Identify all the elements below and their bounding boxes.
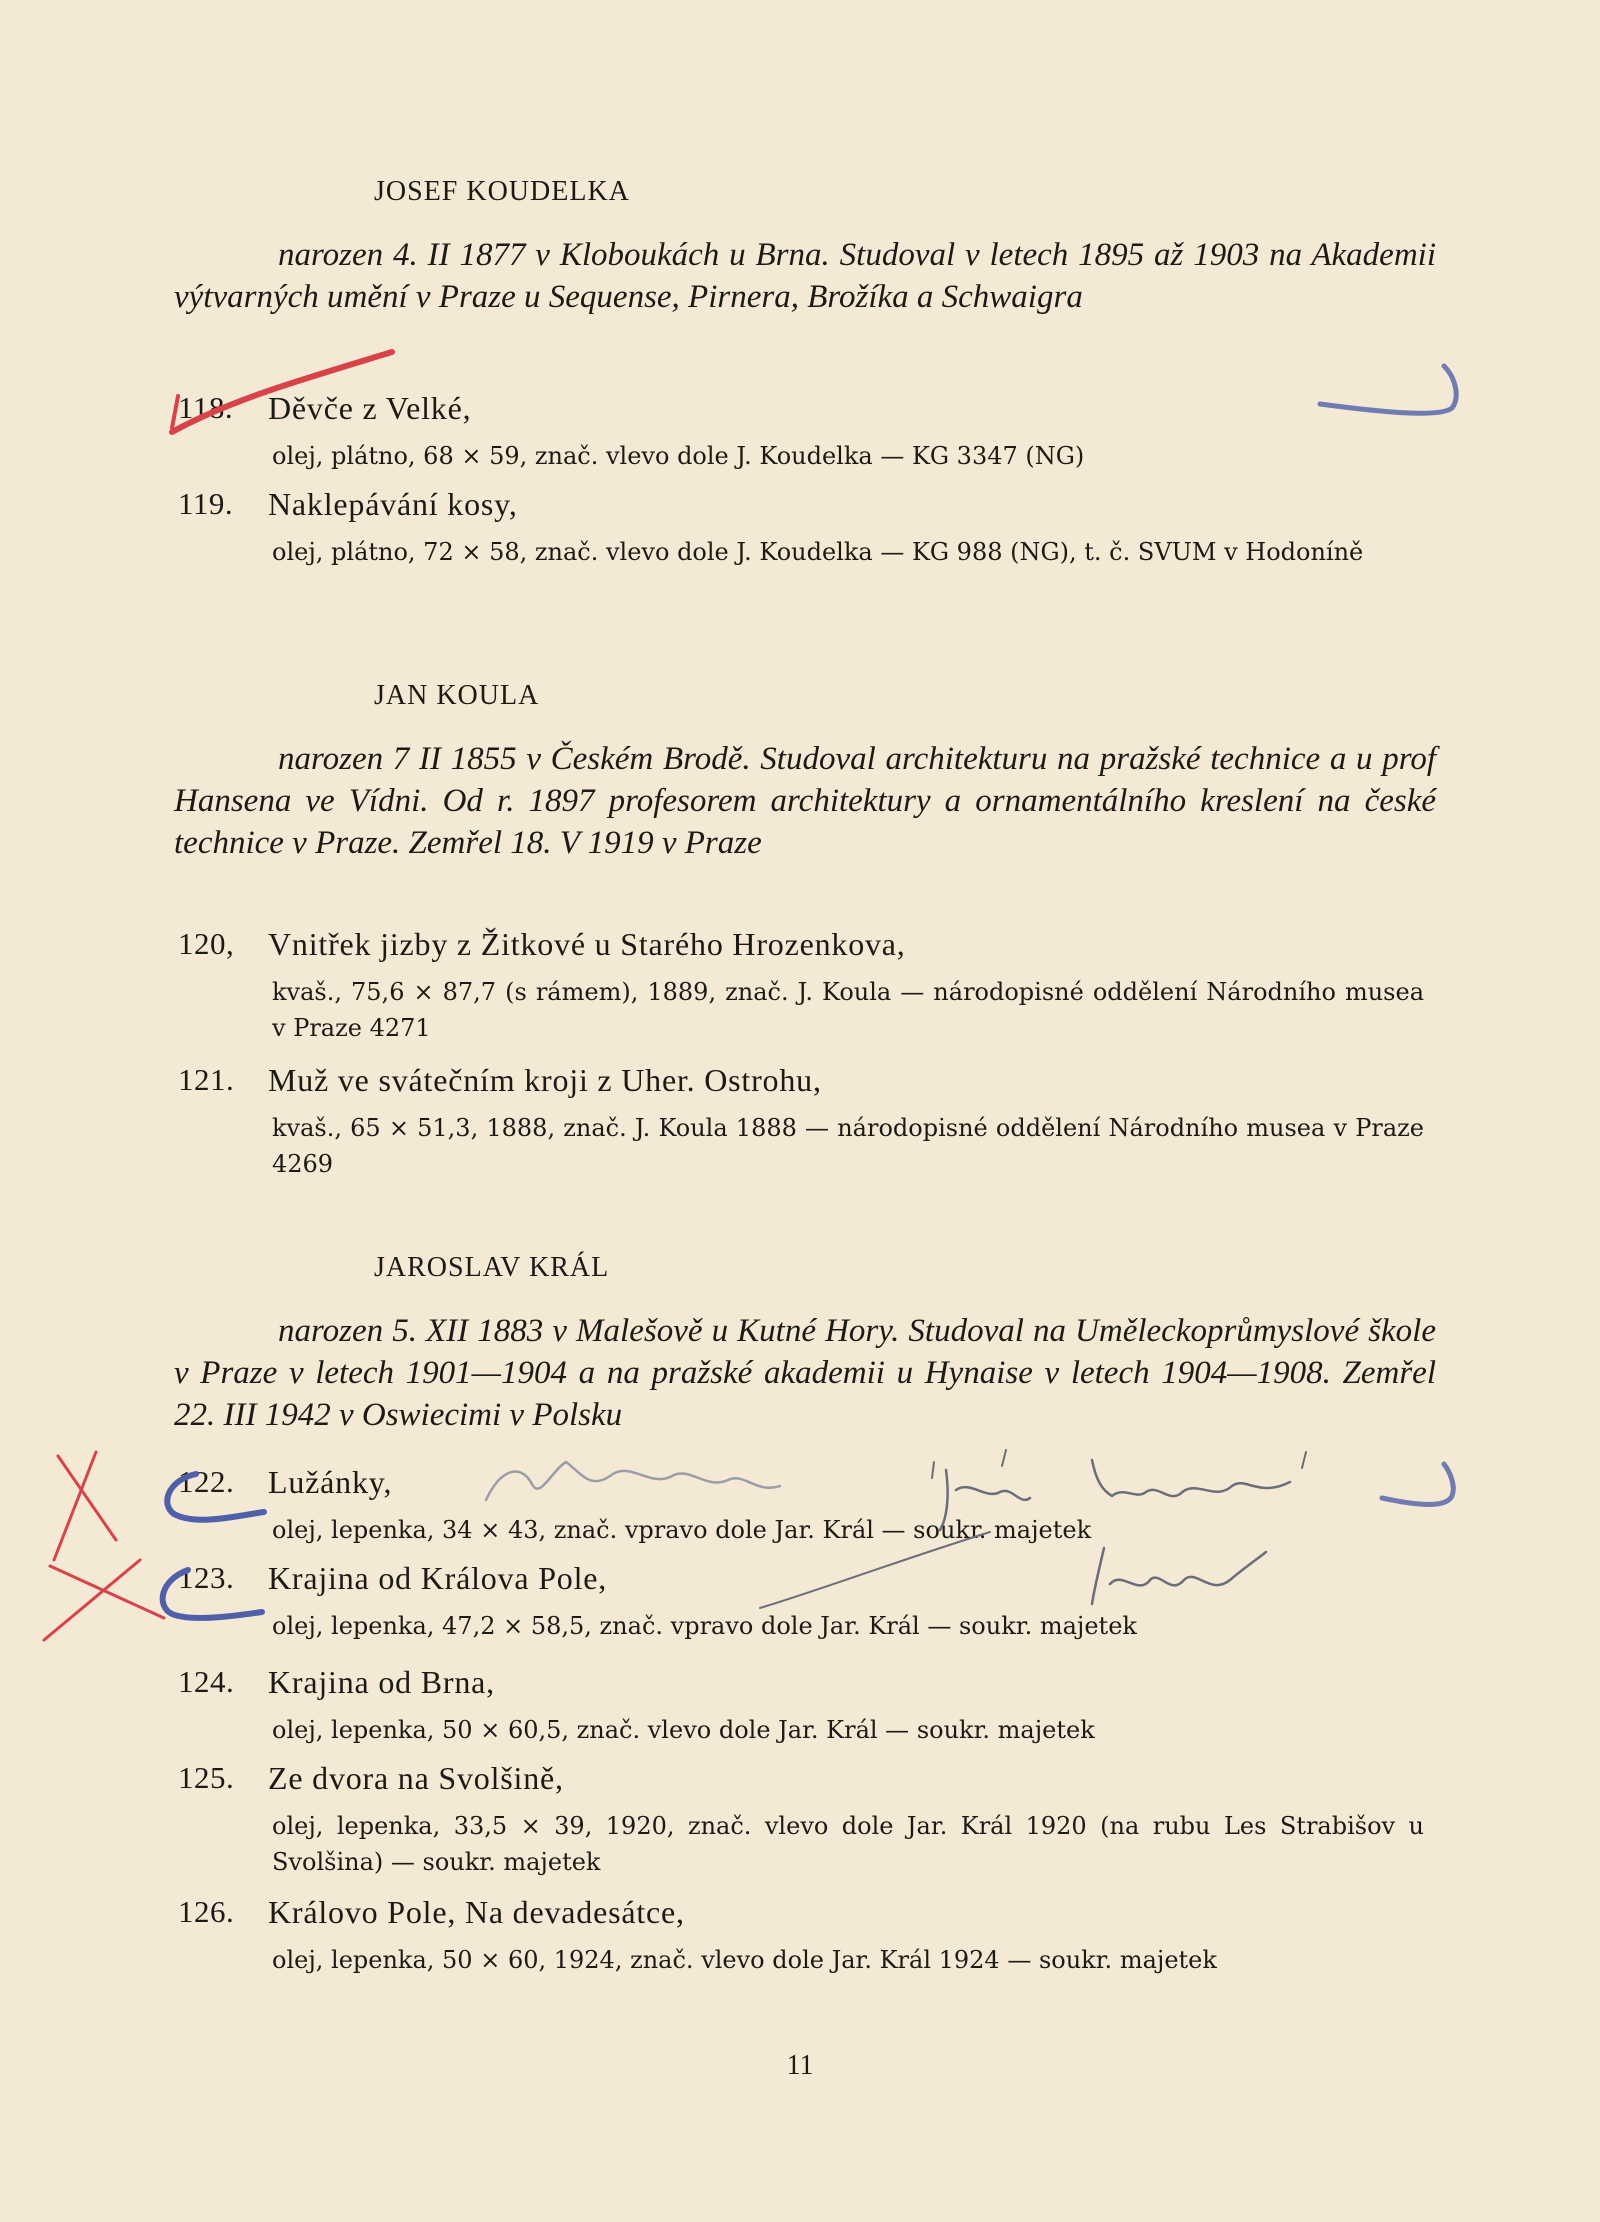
entry-number: 124. [178, 1664, 235, 1699]
entry-title: Krajina od Králova Pole, [268, 1560, 608, 1596]
blue-tick-mark-118 [1320, 366, 1456, 413]
entry-title: Děvče z Velké, [268, 390, 472, 426]
artist-heading-kral: JAROSLAV KRÁL [374, 1252, 610, 1283]
entry-title: Vnitřek jizby z Žitkové u Starého Hrozenkova, [268, 926, 906, 962]
entry-title: Naklepávání kosy, [268, 486, 518, 522]
entry-description: olej, lepenka, 50 × 60,5, znač. vlevo dole Jar. Král — soukr. majetek [272, 1716, 1095, 1744]
artist-bio-koula: narozen 7 II 1855 v Českém Brodě. Studoval architekturu na pražské technice a u prof Hansena ve Vídni. Od r. 1897 profesorem architektury a ornamentálního kreslení na české technice v Praze. Zemřel 18. V 1919 v Praze [174, 741, 1436, 861]
entry-number: 120, [178, 926, 235, 961]
pencil-signature-sketch-1 [486, 1462, 780, 1500]
entry-number: 126. [178, 1894, 235, 1929]
entry-description: olej, lepenka, 47,2 × 58,5, znač. vpravo dole Jar. Král — soukr. majetek [272, 1612, 1137, 1640]
entry-title: Královo Pole, Na devadesátce, [268, 1894, 685, 1930]
red-x-mark-123 [44, 1560, 164, 1640]
entry-description: olej, lepenka, 34 × 43, znač. vpravo dole Jar. Král — soukr. majetek [272, 1516, 1092, 1544]
entry-title: Muž ve svátečním kroji z Uher. Ostrohu, [268, 1062, 822, 1098]
pencil-signature-sketch-3 [1092, 1460, 1290, 1496]
red-x-mark-122 [54, 1452, 116, 1560]
entry-title: Ze dvora na Svolšině, [268, 1760, 564, 1796]
artist-bio-koudelka: narozen 4. II 1877 v Kloboukách u Brna. Studoval v letech 1895 až 1903 na Akademii výtvarných umění v Praze u Sequense, Pirnera, Brožíka a Schwaigra [174, 237, 1436, 315]
artist-heading-koula: JAN KOULA [374, 680, 540, 711]
page-number: 11 [786, 2050, 814, 2081]
entry-description: olej, lepenka, 50 × 60, 1924, znač. vlevo dole Jar. Král 1924 — soukr. majetek [272, 1946, 1217, 1974]
entry-description: olej, lepenka, 33,5 × 39, 1920, znač. vlevo dole Jar. Král 1920 (na rubu Les Strabišov u Svolšina) — soukr. majetek [272, 1812, 1424, 1876]
entry-number: 122. [178, 1464, 235, 1499]
entry-description: olej, plátno, 68 × 59, znač. vlevo dole J. Koudelka — KG 3347 (NG) [272, 442, 1085, 470]
entry-number: 118. [178, 390, 234, 425]
entry-number: 121. [178, 1062, 235, 1097]
entry-number: 125. [178, 1760, 235, 1795]
entry-description: olej, plátno, 72 × 58, znač. vlevo dole J. Koudelka — KG 988 (NG), t. č. SVUM v Hodoníně [272, 538, 1364, 566]
artist-heading-koudelka: JOSEF KOUDELKA [374, 176, 630, 207]
entry-title: Lužánky, [268, 1464, 393, 1500]
entry-title: Krajina od Brna, [268, 1664, 495, 1700]
pencil-tick-marks [932, 1450, 1306, 1478]
blue-tick-mark-122 [1382, 1464, 1453, 1505]
entry-description: kvaš., 75,6 × 87,7 (s rámem), 1889, znač. J. Koula — národopisné oddělení Národního musea v Praze 4271 [272, 978, 1424, 1042]
entry-description: kvaš., 65 × 51,3, 1888, znač. J. Koula 1888 — národopisné oddělení Národního musea v Praze 4269 [272, 1114, 1424, 1178]
entry-number: 123. [178, 1560, 235, 1595]
pencil-signature-sketch-4 [1092, 1548, 1266, 1604]
artist-bio-kral: narozen 5. XII 1883 v Malešově u Kutné Hory. Studoval na Uměleckoprůmyslové škole v Praze v letech 1901—1904 a na pražské akademii u Hynaise v letech 1904—1908. Zemřel 22. III 1942 v Oswiecimi v Polsku [174, 1313, 1436, 1433]
entry-number: 119. [178, 486, 234, 521]
